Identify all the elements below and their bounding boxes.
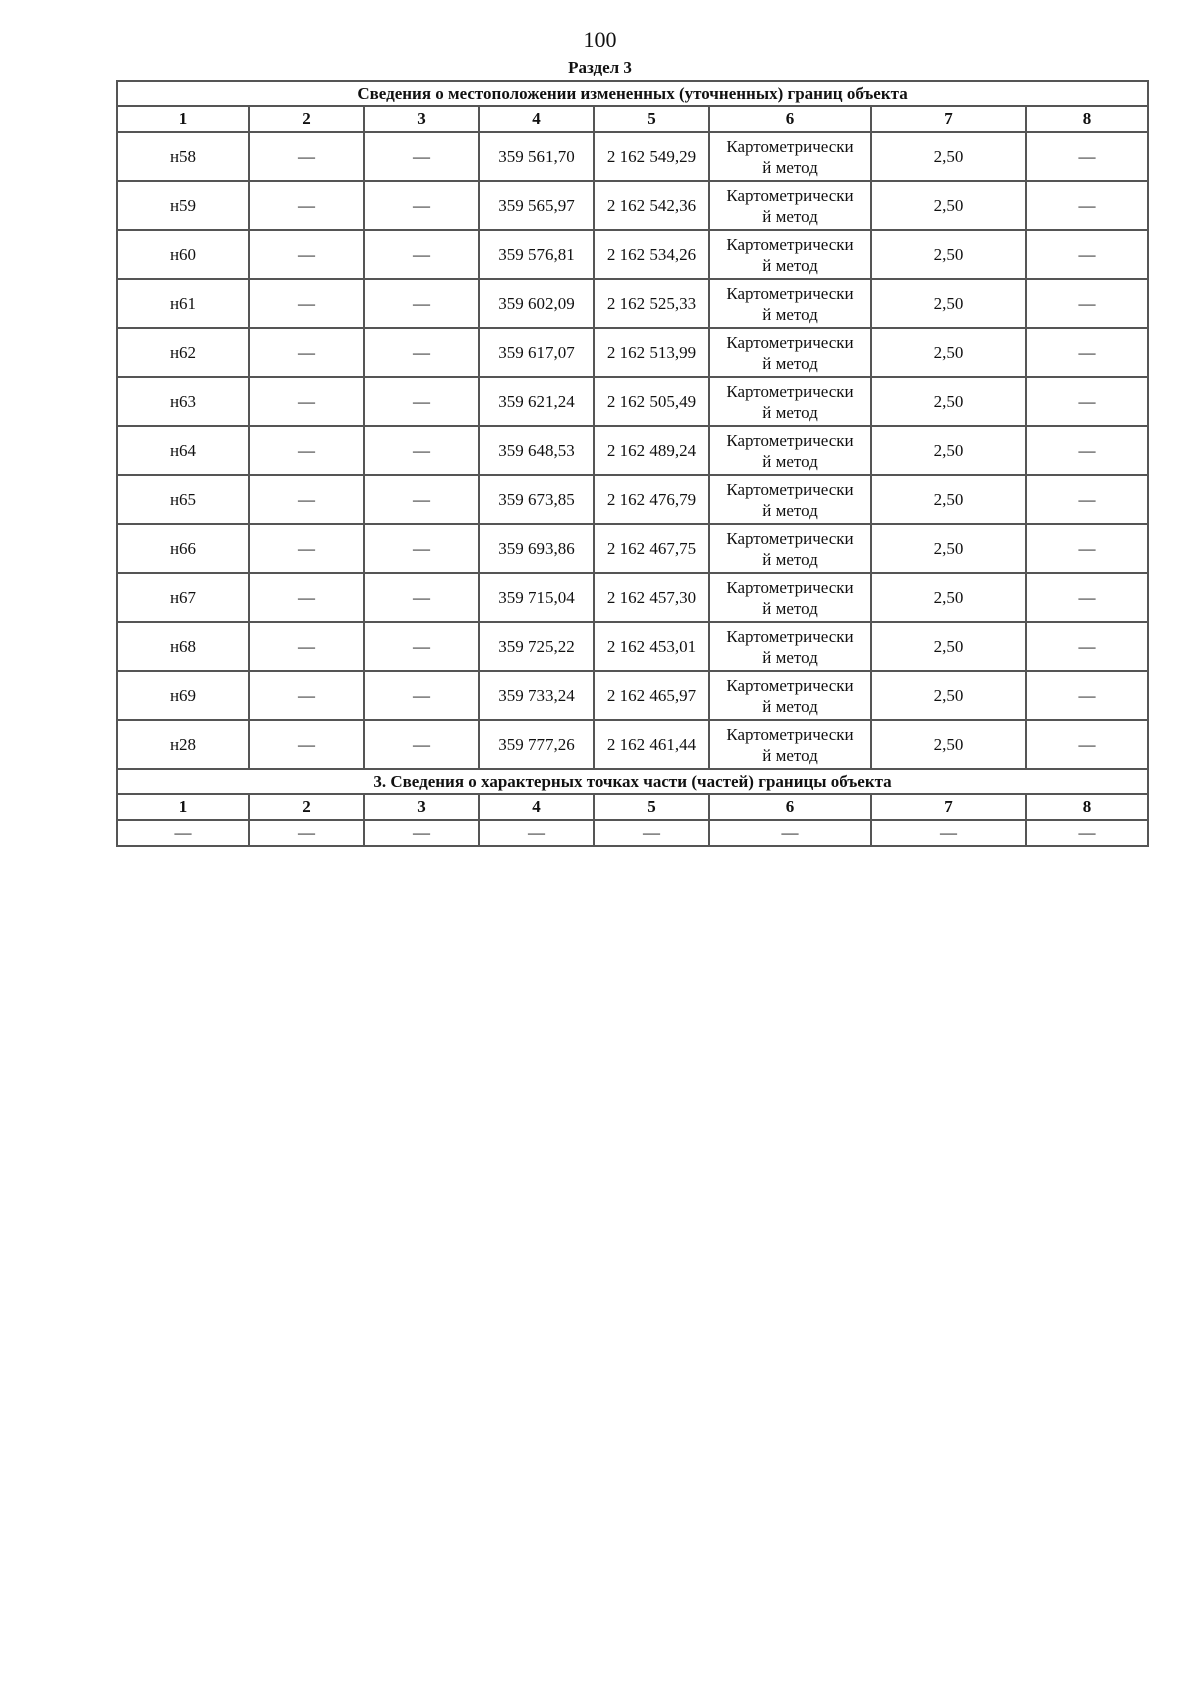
method-cell: [709, 720, 871, 769]
empty-cell: —: [1026, 426, 1148, 475]
point-label: н68: [117, 622, 249, 671]
point-label: н66: [117, 524, 249, 573]
method-line: Картометрически: [726, 185, 854, 205]
empty-cell: —: [1026, 524, 1148, 573]
accuracy: 2,50: [871, 426, 1026, 475]
empty-cell: —: [1026, 720, 1148, 769]
point-label: н58: [117, 132, 249, 181]
method-cell: [709, 377, 871, 426]
method-cell: [709, 279, 871, 328]
table-row: [117, 279, 1148, 328]
empty-cell: —: [1026, 671, 1148, 720]
table-row: [117, 622, 1148, 671]
empty-cell: —: [364, 132, 479, 181]
empty-cell: —: [871, 820, 1026, 846]
empty-cell: —: [709, 820, 871, 846]
empty-cell: —: [364, 377, 479, 426]
table1-caption: Сведения о местоположении измененных (уточненных) границ объекта: [117, 81, 1148, 106]
empty-cell: —: [249, 181, 364, 230]
y-coordinate: 2 162 534,26: [594, 230, 709, 279]
column-header: 8: [1026, 794, 1148, 820]
point-label: н62: [117, 328, 249, 377]
method-cell: [709, 573, 871, 622]
table-row: [117, 426, 1148, 475]
y-coordinate: 2 162 457,30: [594, 573, 709, 622]
method-line: й метод: [762, 696, 818, 716]
table1-header-row: [117, 106, 1148, 132]
method-line: Картометрически: [726, 528, 854, 548]
method-line: й метод: [762, 500, 818, 520]
method-line: Картометрически: [726, 136, 854, 156]
column-header: 4: [479, 794, 594, 820]
table-row: [117, 720, 1148, 769]
table-row: [117, 377, 1148, 426]
empty-cell: —: [249, 279, 364, 328]
empty-cell: —: [364, 279, 479, 328]
column-header: 3: [364, 106, 479, 132]
method-cell: [709, 426, 871, 475]
x-coordinate: 359 733,24: [479, 671, 594, 720]
column-header: 2: [249, 794, 364, 820]
page-number: 100: [583, 27, 617, 52]
y-coordinate: 2 162 525,33: [594, 279, 709, 328]
empty-cell: —: [117, 820, 249, 846]
empty-cell: —: [249, 720, 364, 769]
accuracy: 2,50: [871, 377, 1026, 426]
empty-cell: —: [1026, 230, 1148, 279]
empty-cell: —: [364, 181, 479, 230]
point-label: н64: [117, 426, 249, 475]
method-line: Картометрически: [726, 283, 854, 303]
accuracy: 2,50: [871, 524, 1026, 573]
empty-cell: —: [1026, 328, 1148, 377]
empty-cell: —: [1026, 132, 1148, 181]
method-line: й метод: [762, 304, 818, 324]
empty-cell: —: [364, 328, 479, 377]
table2-header-row: [117, 794, 1148, 820]
table1-caption-row: [117, 81, 1148, 106]
x-coordinate: 359 648,53: [479, 426, 594, 475]
method-cell: [709, 524, 871, 573]
accuracy: 2,50: [871, 181, 1026, 230]
empty-cell: —: [364, 524, 479, 573]
point-label: н65: [117, 475, 249, 524]
column-header: 4: [479, 106, 594, 132]
table-row: [117, 524, 1148, 573]
empty-cell: —: [1026, 820, 1148, 846]
column-header: 2: [249, 106, 364, 132]
empty-cell: —: [249, 671, 364, 720]
accuracy: 2,50: [871, 720, 1026, 769]
method-line: Картометрически: [726, 724, 854, 744]
method-line: й метод: [762, 353, 818, 373]
x-coordinate: 359 693,86: [479, 524, 594, 573]
empty-cell: —: [1026, 573, 1148, 622]
method-line: й метод: [762, 745, 818, 765]
empty-cell: —: [1026, 622, 1148, 671]
point-label: н67: [117, 573, 249, 622]
method-cell: [709, 671, 871, 720]
method-line: Картометрически: [726, 675, 854, 695]
table-row: [117, 328, 1148, 377]
column-header: 1: [117, 794, 249, 820]
accuracy: 2,50: [871, 671, 1026, 720]
x-coordinate: 359 673,85: [479, 475, 594, 524]
point-label: н61: [117, 279, 249, 328]
point-label: н60: [117, 230, 249, 279]
accuracy: 2,50: [871, 328, 1026, 377]
y-coordinate: 2 162 476,79: [594, 475, 709, 524]
empty-cell: —: [1026, 279, 1148, 328]
empty-cell: —: [479, 820, 594, 846]
y-coordinate: 2 162 489,24: [594, 426, 709, 475]
method-line: й метод: [762, 157, 818, 177]
table-row: [117, 573, 1148, 622]
y-coordinate: 2 162 465,97: [594, 671, 709, 720]
empty-cell: —: [249, 820, 364, 846]
table-row: [117, 132, 1148, 181]
empty-cell: —: [249, 475, 364, 524]
column-header: 1: [117, 106, 249, 132]
method-line: Картометрически: [726, 479, 854, 499]
method-line: Картометрически: [726, 234, 854, 254]
empty-cell: —: [249, 622, 364, 671]
y-coordinate: 2 162 505,49: [594, 377, 709, 426]
x-coordinate: 359 602,09: [479, 279, 594, 328]
method-line: Картометрически: [726, 430, 854, 450]
empty-cell: —: [364, 820, 479, 846]
column-header: 8: [1026, 106, 1148, 132]
x-coordinate: 359 576,81: [479, 230, 594, 279]
empty-cell: —: [249, 328, 364, 377]
column-header: 5: [594, 106, 709, 132]
empty-cell: —: [364, 475, 479, 524]
empty-cell: —: [364, 230, 479, 279]
x-coordinate: 359 715,04: [479, 573, 594, 622]
empty-cell: —: [249, 377, 364, 426]
method-line: Картометрически: [726, 577, 854, 597]
method-cell: [709, 230, 871, 279]
point-label: н69: [117, 671, 249, 720]
empty-cell: —: [594, 820, 709, 846]
method-line: Картометрически: [726, 332, 854, 352]
x-coordinate: 359 725,22: [479, 622, 594, 671]
empty-cell: —: [1026, 181, 1148, 230]
table-row: [117, 181, 1148, 230]
method-line: й метод: [762, 402, 818, 422]
column-header: 7: [871, 106, 1026, 132]
method-cell: [709, 181, 871, 230]
empty-cell: —: [364, 720, 479, 769]
x-coordinate: 359 565,97: [479, 181, 594, 230]
x-coordinate: 359 561,70: [479, 132, 594, 181]
column-header: 3: [364, 794, 479, 820]
method-cell: [709, 475, 871, 524]
method-line: й метод: [762, 206, 818, 226]
y-coordinate: 2 162 467,75: [594, 524, 709, 573]
point-label: н63: [117, 377, 249, 426]
table-row: [117, 230, 1148, 279]
empty-cell: —: [364, 671, 479, 720]
empty-cell: —: [1026, 475, 1148, 524]
boundary-points-table: [116, 80, 1149, 847]
method-line: й метод: [762, 549, 818, 569]
x-coordinate: 359 777,26: [479, 720, 594, 769]
table2-caption-row: [117, 769, 1148, 794]
table-row: [117, 671, 1148, 720]
method-line: й метод: [762, 598, 818, 618]
method-cell: [709, 622, 871, 671]
empty-cell: —: [249, 573, 364, 622]
empty-cell: —: [249, 132, 364, 181]
accuracy: 2,50: [871, 230, 1026, 279]
accuracy: 2,50: [871, 622, 1026, 671]
table2-caption: 3. Сведения о характерных точках части (частей) границы объекта: [117, 769, 1148, 794]
empty-cell: —: [364, 573, 479, 622]
accuracy: 2,50: [871, 475, 1026, 524]
column-header: 5: [594, 794, 709, 820]
method-line: Картометрически: [726, 626, 854, 646]
y-coordinate: 2 162 513,99: [594, 328, 709, 377]
empty-cell: —: [249, 426, 364, 475]
y-coordinate: 2 162 542,36: [594, 181, 709, 230]
point-label: н59: [117, 181, 249, 230]
empty-cell: —: [364, 622, 479, 671]
column-header: 6: [709, 106, 871, 132]
accuracy: 2,50: [871, 573, 1026, 622]
accuracy: 2,50: [871, 132, 1026, 181]
y-coordinate: 2 162 549,29: [594, 132, 709, 181]
table-row: [117, 820, 1148, 846]
method-cell: [709, 328, 871, 377]
section-title: Раздел 3: [568, 58, 632, 77]
accuracy: 2,50: [871, 279, 1026, 328]
empty-cell: —: [249, 230, 364, 279]
point-label: н28: [117, 720, 249, 769]
method-cell: [709, 132, 871, 181]
method-line: й метод: [762, 255, 818, 275]
method-line: Картометрически: [726, 381, 854, 401]
table-row: [117, 475, 1148, 524]
empty-cell: —: [364, 426, 479, 475]
x-coordinate: 359 617,07: [479, 328, 594, 377]
x-coordinate: 359 621,24: [479, 377, 594, 426]
y-coordinate: 2 162 453,01: [594, 622, 709, 671]
method-line: й метод: [762, 451, 818, 471]
empty-cell: —: [1026, 377, 1148, 426]
empty-cell: —: [249, 524, 364, 573]
y-coordinate: 2 162 461,44: [594, 720, 709, 769]
column-header: 7: [871, 794, 1026, 820]
method-line: й метод: [762, 647, 818, 667]
column-header: 6: [709, 794, 871, 820]
